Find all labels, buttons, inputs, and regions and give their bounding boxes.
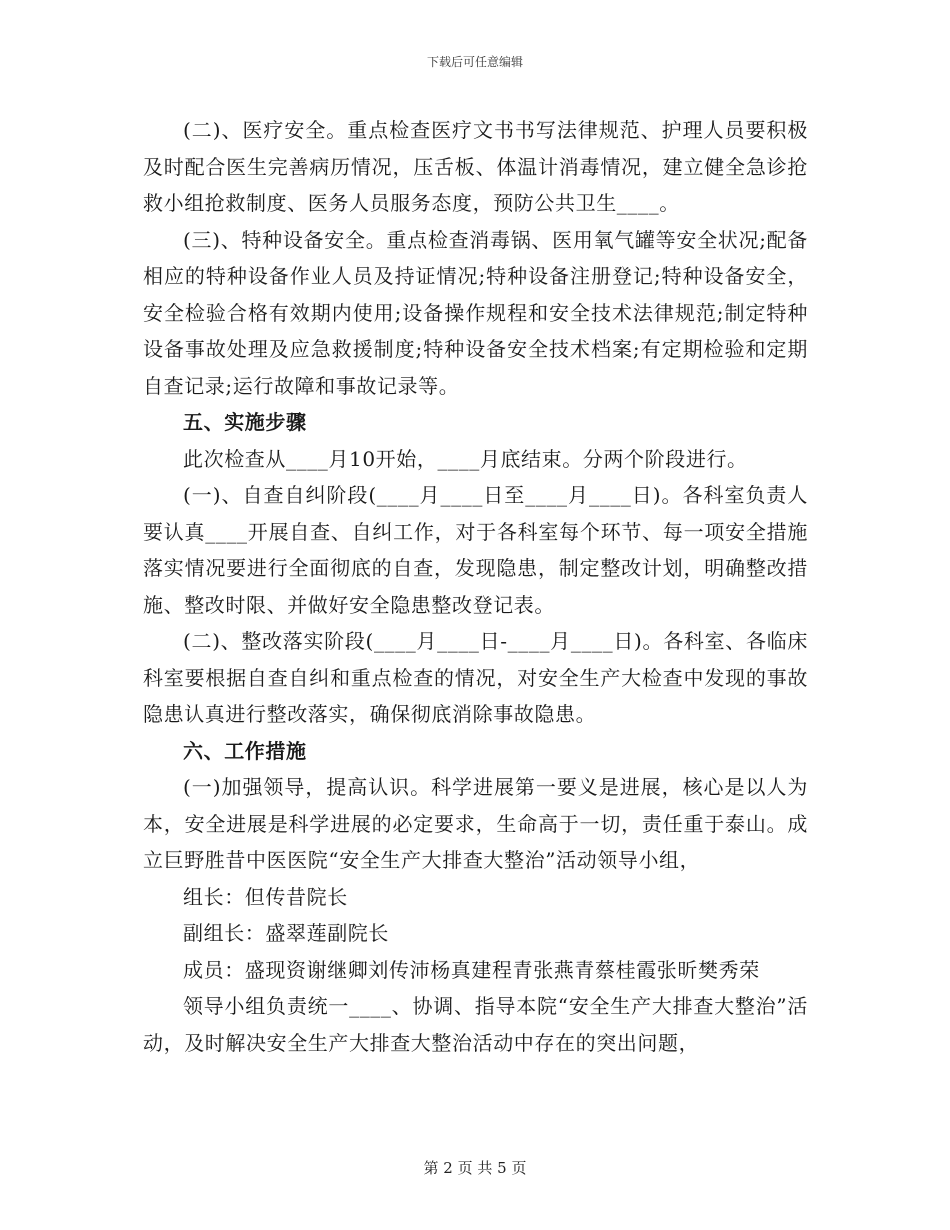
page-number: 第 2 页 共 5 页 bbox=[423, 1159, 527, 1177]
paragraph-deputy-leader: 副组长：盛翠莲副院长 bbox=[183, 921, 389, 945]
page-header: 下载后可任意编辑 bbox=[426, 55, 523, 69]
paragraph-team-responsibility: 领导小组负责统一____、协调、指导本院“安全生产大排查大整治”活动，及时解决安全生产大排查大整治活动中存在的突出问题， bbox=[143, 994, 808, 1055]
section-heading-work-measures: 六、工作措施 bbox=[183, 738, 307, 763]
paragraph-self-inspection-stage: (一)、自查自纠阶段(____月____日至____月____日)。各科室负责人要认真____开展自查、自纠工作，对于各科室每个环节、每一项安全措施落实情况要进行全面彻底的自查，发现隐患，制定整改计划，明确整改措施、整改时限、并做好安全隐患整改登记表。 bbox=[143, 483, 808, 617]
paragraph-rectification-stage: (二)、整改落实阶段(____月____日-____月____日)。各科室、各临床科室要根据自查自纠和重点检查的情况，对安全生产大检查中发现的事故隐患认真进行整改落实，确保彻底消除事故隐患。 bbox=[143, 629, 808, 726]
paragraph-members: 成员：盛现资谢继卿刘传沛杨真建程青张燕青蔡桂霞张昕樊秀荣 bbox=[183, 957, 760, 982]
paragraph-medical-safety: (二)、医疗安全。重点检查医疗文书书写法律规范、护理人员要积极及时配合医生完善病历情况，压舌板、体温计消毒情况，建立健全急诊抢救小组抢救制度、医务人员服务态度，预防公共卫生____。 bbox=[143, 118, 808, 215]
paragraph-leadership: (一)加强领导，提高认识。科学进展第一要义是进展，核心是以人为本，安全进展是科学进展的必定要求，生命高于一切，责任重于泰山。成立巨野胜昔中医医院“安全生产大排查大整治”活动领导小组， bbox=[143, 775, 808, 872]
document-body bbox=[143, 112, 808, 1061]
paragraph-team-leader: 组长：但传昔院长 bbox=[183, 884, 348, 909]
paragraph-special-equipment: (三)、特种设备安全。重点检查消毒锅、医用氧气罐等安全状况;配备相应的特种设备作业人员及持证情况;特种设备注册登记;特种设备安全，安全检验合格有效期内使用;设备操作规程和安全技术法律规范;制定特种设备事故处理及应急救援制度;特种设备安全技术档案;有定期检验和定期自查记录;运行故障和事故记录等。 bbox=[143, 227, 808, 398]
paragraph-inspection-period: 此次检查从____月10开始，____月底结束。分两个阶段进行。 bbox=[183, 446, 748, 471]
section-heading-implementation-steps: 五、实施步骤 bbox=[183, 410, 307, 434]
